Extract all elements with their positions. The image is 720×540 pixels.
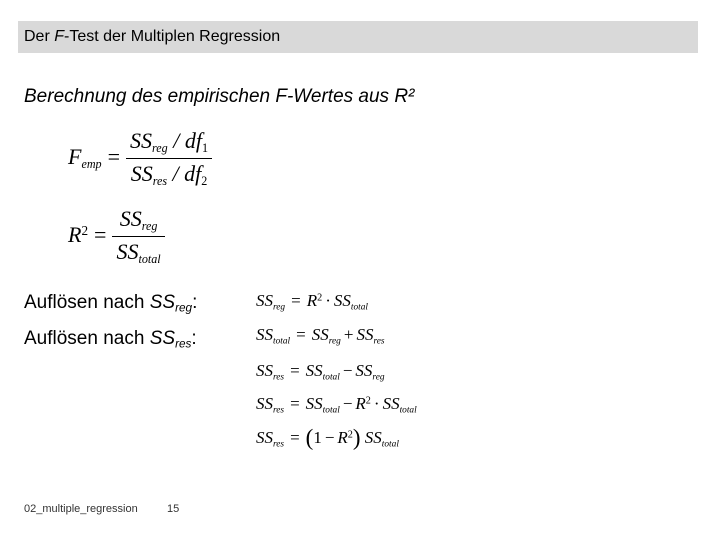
- equation-ss-total: $SS_{total} = SS_{reg} + SS_{res}$: [256, 325, 385, 347]
- r2-fraction: [112, 206, 164, 267]
- f-emp-lhs: $F_{emp}$: [68, 143, 102, 172]
- equation-ss-res-r2: $SS_{res} = SS_{total} - R^2 \cdot SS_{total}$: [256, 394, 417, 416]
- equation-ss-reg: $SS_{reg} = R^2 \cdot SS_{total}$: [256, 291, 368, 313]
- footer-filename: 02_multiple_regression: [24, 503, 138, 515]
- r2-numerator: $SS_{reg}$: [119, 206, 158, 234]
- equals-sign: =: [107, 143, 121, 169]
- solve-label-ss-res: Auflösen nach $SS_{res}$:: [24, 328, 197, 351]
- title-text-f: F: [54, 28, 65, 45]
- title-text-post: -Test der Multiplen Regression: [64, 28, 281, 45]
- f-emp-numerator: $SS_{reg} / df_1$: [130, 128, 208, 156]
- equation-ss-res-diff: $SS_{res} = SS_{total} - SS_{reg}$: [256, 361, 385, 383]
- equals-sign: =: [94, 221, 107, 247]
- r2-lhs: $R^2$: [68, 221, 89, 247]
- slide-subtitle: Berechnung des empirischen F-Wertes aus R²: [24, 86, 415, 107]
- f-emp-denominator: $SS_{res} / df_2$: [126, 158, 212, 189]
- formula-r-squared: [68, 206, 165, 267]
- equation-ss-res-factored: $SS_{res} = (1 - R^2)$ $SS_{total}$: [256, 425, 399, 450]
- title-text-pre: Der: [24, 28, 55, 45]
- formula-f-emp: [68, 128, 212, 189]
- slide-title-bar: [18, 21, 698, 53]
- footer-page-number: 15: [167, 503, 180, 515]
- r2-denominator: $SS_{total}$: [112, 236, 164, 267]
- f-emp-fraction: [126, 128, 212, 189]
- solve-label-ss-reg: Auflösen nach $SS_{reg}$:: [24, 292, 198, 315]
